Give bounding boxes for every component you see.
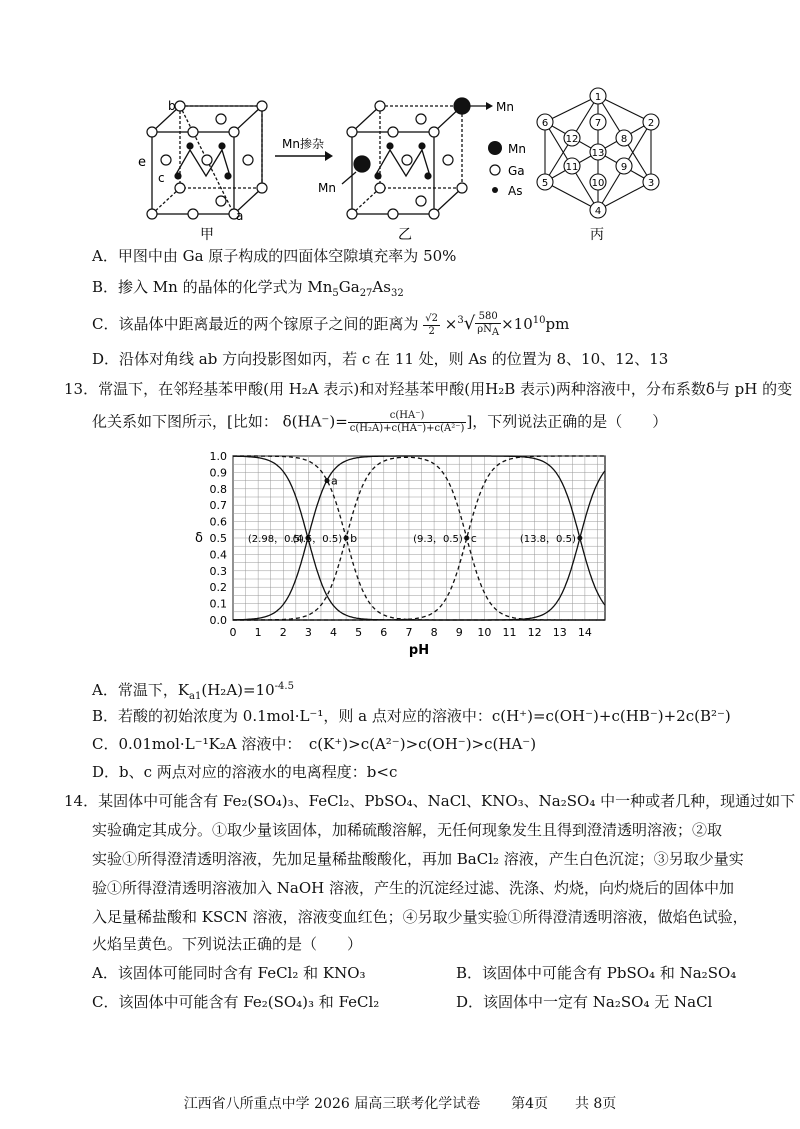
projection-node-label: 6	[541, 118, 549, 129]
y-tick-label: 0.8	[209, 482, 227, 496]
y-tick-label: 0.7	[209, 499, 227, 513]
doping-label: Mn掺杂	[282, 137, 324, 151]
y-tick-label: 0.3	[209, 564, 227, 578]
projection-node-label: 5	[541, 178, 549, 189]
q14-line-4: 验①所得澄清透明溶液加入 NaOH 溶液，产生的沉淀经过滤、洗涤、灼烧，向灼烧后的固体中加	[92, 879, 734, 897]
footer-page: 第4页	[511, 1096, 549, 1112]
point-label: b	[350, 532, 358, 545]
projection-node-label: 10	[591, 178, 605, 189]
x-tick-label: 14	[577, 626, 592, 639]
mn-left-arrow	[342, 172, 356, 184]
x-tick-label: 3	[304, 626, 312, 639]
x-tick-label: 5	[355, 626, 363, 639]
projection-node-label: 12	[565, 134, 579, 145]
point-marker	[325, 478, 330, 483]
x-tick-label: 13	[552, 626, 567, 639]
projection-node-label: 7	[594, 118, 602, 129]
projection-node-label: 1	[594, 92, 602, 103]
q14-line-1: 14．某固体中可能含有 Fe₂(SO₄)₃、FeCl₂、PbSO₄、NaCl、KNO₃、Na₂SO₄ 中一种或者几种，现通过如下	[64, 792, 796, 810]
y-tick-label: 0.0	[209, 614, 227, 627]
crossing-label: (2.98，0.5)	[247, 534, 304, 545]
x-tick-label: 12	[527, 626, 542, 639]
q14-option-d: D．该固体中一定有 Na₂SO₄ 无 NaCl	[456, 993, 713, 1011]
q13-stem-line1: 13．常温下，在邻羟基苯甲酸(用 H₂A 表示)和对羟基苯甲酸(用H₂B 表示)两种溶液中，分布系数δ与 pH 的变	[64, 380, 793, 398]
label-b: b	[168, 99, 176, 113]
mn-top-arrowhead	[486, 102, 493, 110]
x-tick-label: 0	[229, 626, 237, 639]
projection-node-label: 13	[591, 148, 605, 159]
crossing-label: (4.5，0.5)	[292, 534, 343, 545]
q12-option-a: A．甲图中由 Ga 原子构成的四面体空隙填充率为 50%	[92, 247, 457, 265]
crossing-label: (9.3，0.5)	[413, 534, 463, 545]
x-tick-label: 10	[477, 626, 492, 639]
footer-school: 江西省八所重点中学 2026 届高三联考化学试卷	[183, 1096, 481, 1112]
footer-total: 共 8页	[574, 1096, 617, 1112]
crossing-point	[577, 536, 582, 541]
q12-option-b: B．掺入 Mn 的晶体的化学式为 $Mn_5Ga_{27}As_{32}$	[92, 278, 404, 299]
distribution-chart	[185, 448, 625, 666]
legend-mn-symbol	[488, 141, 502, 155]
q14-option-b: B．该固体中可能含有 PbSO₄ 和 Na₂SO₄	[456, 964, 737, 982]
caption-jia: 甲	[200, 227, 214, 243]
x-tick-label: 1	[254, 626, 262, 639]
q13-option-d: D．b、c 两点对应的溶液水的电离程度：b<c	[92, 763, 398, 781]
y-tick-label: 0.4	[209, 548, 227, 562]
projection-node-label: 11	[565, 162, 579, 173]
legend-as-label: As	[508, 184, 523, 198]
x-tick-label: 6	[380, 626, 388, 639]
projection-node-label: 4	[594, 206, 602, 217]
mn-left-label: Mn	[318, 181, 336, 195]
projection-node-label: 8	[620, 134, 628, 145]
label-a: a	[236, 209, 244, 223]
x-tick-label: 7	[405, 626, 413, 639]
x-tick-label: 2	[279, 626, 287, 639]
y-axis-label: δ	[195, 531, 203, 546]
q14-line-2: 实验确定其成分。①取少量该固体，加稀硫酸溶解，无任何现象发生且得到澄清透明溶液；②取	[92, 821, 723, 839]
point-label: c	[470, 532, 477, 545]
x-tick-label: 8	[430, 626, 438, 639]
q14-option-c: C．该固体中可能含有 Fe₂(SO₄)₃ 和 FeCl₂	[92, 993, 380, 1011]
caption-bing: 丙	[590, 227, 604, 243]
y-tick-label: 0.9	[209, 466, 227, 480]
point-label: a	[331, 474, 338, 488]
y-tick-label: 0.6	[209, 515, 227, 529]
q14-line-6: 火焰呈黄色。下列说法正确的是（ ）	[92, 935, 363, 953]
legend-as-symbol	[492, 187, 498, 193]
x-axis-label: pH	[408, 643, 430, 658]
crystal-figures	[130, 84, 690, 244]
q13-option-a: A．常温下，$K_{a1}(H_2A)=10^{-4.5}$	[92, 681, 294, 702]
caption-yi: 乙	[398, 227, 412, 243]
page-footer	[0, 1093, 800, 1113]
q14-line-3: 实验①所得澄清透明溶液，先加足量稀盐酸酸化，再加 BaCl₂ 溶液，产生白色沉淀；③另取少量实	[92, 850, 744, 868]
y-tick-label: 0.1	[209, 597, 227, 611]
legend-mn-label: Mn	[508, 142, 526, 156]
q12-option-c: C．该晶体中距离最近的两个镓原子之间的距离为 $\frac{√2}{2}$ ×$^3$√ $\frac{580}{\rho N_A}$ $\times 10^{10}pm$	[92, 311, 570, 338]
x-tick-label: 11	[502, 626, 517, 639]
point-marker	[344, 536, 349, 541]
label-c: c	[158, 171, 165, 185]
y-tick-label: 0.5	[209, 532, 227, 545]
mn-top-label: Mn	[496, 100, 514, 114]
q13-stem-line2: 化关系如下图所示，[比如： δ(HA⁻)= $\frac{c(HA^-)}{\text{c(H₂A)+c(HA⁻)+c(A²⁻)}}$ ]，下列说法正确的是（ ）	[92, 410, 668, 434]
point-marker	[464, 536, 469, 541]
x-tick-label: 9	[455, 626, 463, 639]
label-e: e	[138, 155, 146, 170]
q14-line-5: 入足量稀盐酸和 KSCN 溶液，溶液变血红色；④另取少量实验①所得澄清透明溶液，做焰色试验，	[92, 908, 748, 926]
q13-option-c: C．0.01mol·L⁻¹K₂A 溶液中： c(K⁺)>c(A²⁻)>c(OH⁻)>c(HA⁻)	[92, 735, 537, 753]
projection-node-label: 3	[647, 178, 655, 189]
crossing-label: (13.8，0.5)	[519, 534, 576, 545]
y-tick-label: 0.2	[209, 581, 227, 595]
y-tick-label: 1.0	[209, 450, 227, 463]
x-tick-label: 4	[330, 626, 338, 639]
projection-node-label: 9	[620, 162, 628, 173]
projection-node-label: 2	[647, 118, 655, 129]
doping-arrowhead	[325, 151, 333, 161]
q12-option-d: D．沿体对角线 ab 方向投影图如丙，若 c 在 11 处，则 As 的位置为 8、10、12、13	[92, 350, 669, 368]
legend-ga-label: Ga	[508, 164, 525, 178]
q14-option-a: A．该固体可能同时含有 FeCl₂ 和 KNO₃	[92, 964, 366, 982]
legend-ga-symbol	[490, 165, 500, 175]
q13-option-b: B．若酸的初始浓度为 0.1mol·L⁻¹，则 a 点对应的溶液中：c(H⁺)=c(OH⁻)+c(HB⁻)+2c(B²⁻)	[92, 707, 731, 725]
